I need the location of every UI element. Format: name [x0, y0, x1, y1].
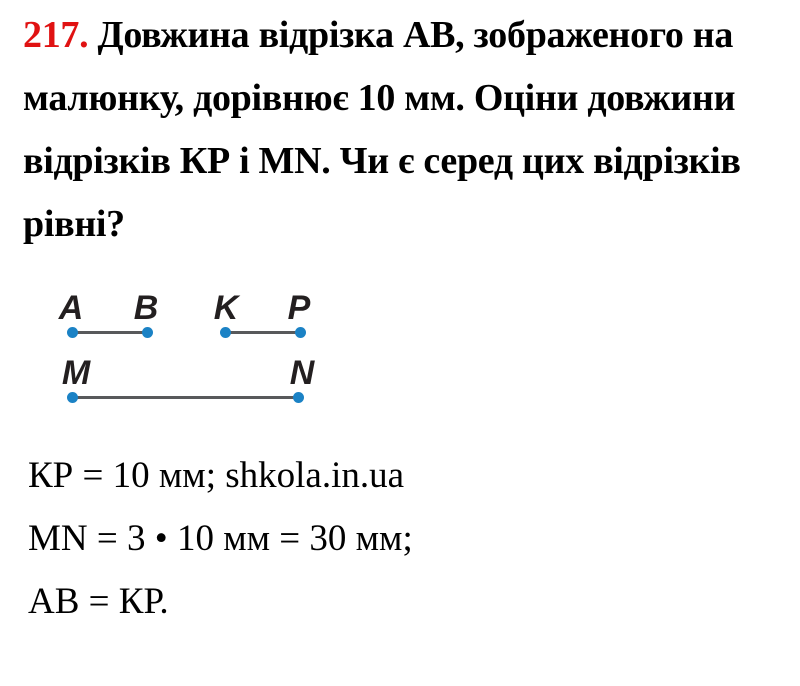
problem-statement [23, 4, 783, 256]
point-label-k: K [213, 289, 239, 327]
point-label-p: P [287, 289, 311, 327]
segment-mn [72, 396, 299, 399]
problem-number: 217. [23, 14, 89, 56]
point-label-a: A [58, 289, 84, 327]
problem-line: малюнку, дорівнює 10 мм. Оціни довжини [23, 77, 736, 119]
point-label-m: M [61, 354, 91, 392]
problem-line [23, 4, 783, 67]
solution-line-ab: АВ = КР. [28, 581, 169, 622]
endpoint-dot-k [220, 327, 231, 338]
endpoint-dot-m [67, 392, 78, 403]
point-label-b: B [133, 289, 159, 327]
solution-line-kp: КР = 10 мм; shkola.in.ua [28, 455, 405, 496]
problem-line: рівні? [23, 203, 125, 245]
problem-line: відрізків КР і MN. Чи є серед цих відрізків [23, 140, 741, 182]
endpoint-dot-a [67, 327, 78, 338]
problem-text: Довжина відрізка АВ, зображеного на [97, 14, 734, 56]
segment-kp [225, 331, 301, 334]
segments-diagram [0, 280, 380, 420]
endpoint-dot-p [295, 327, 306, 338]
endpoint-dot-b [142, 327, 153, 338]
solution-line-mn: MN = 3 • 10 мм = 30 мм; [28, 518, 413, 559]
segment-ab [72, 331, 148, 334]
point-label-n: N [289, 354, 315, 392]
endpoint-dot-n [293, 392, 304, 403]
solution-block [28, 444, 768, 633]
